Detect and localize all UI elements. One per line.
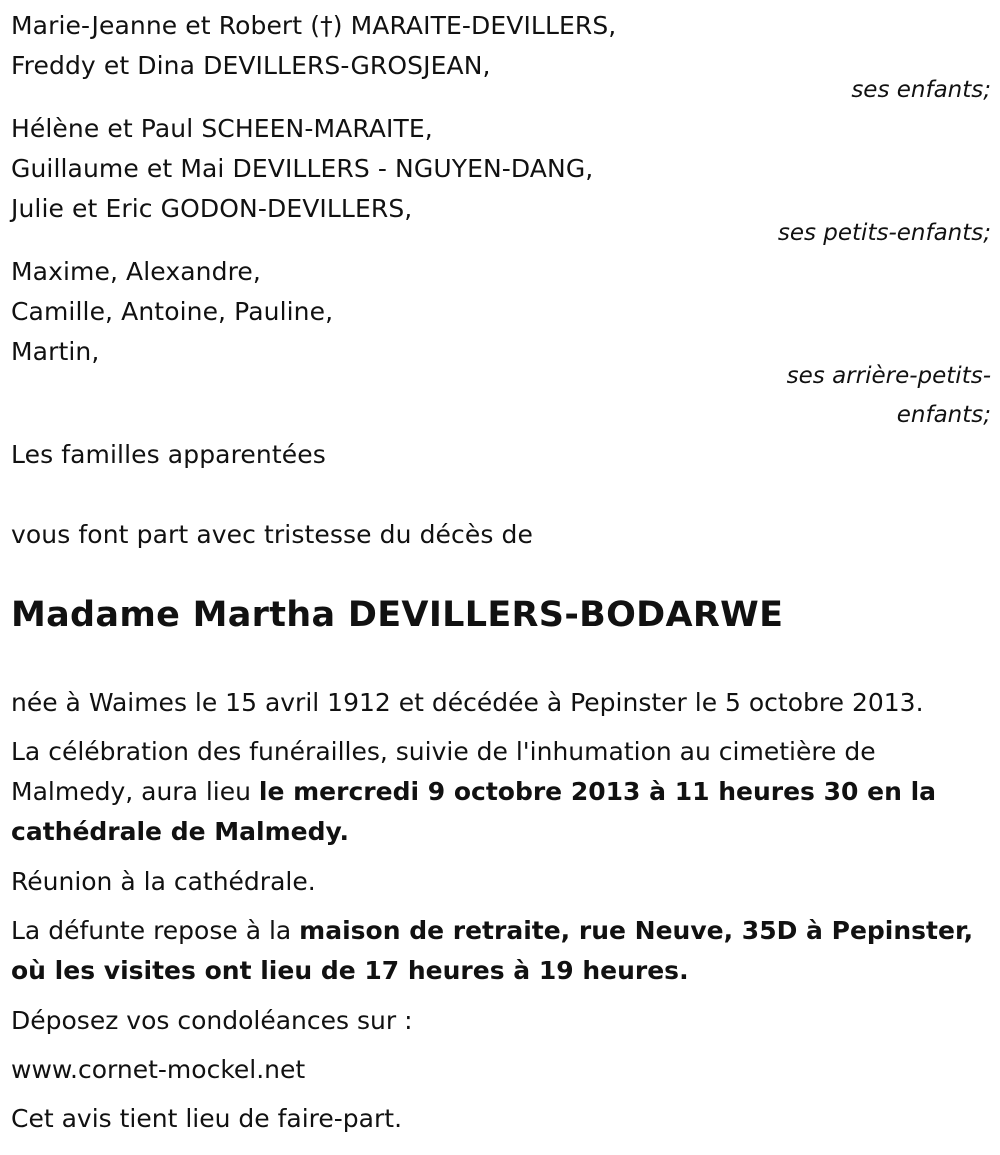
website-link[interactable]: www.cornet-mockel.net	[11, 1055, 306, 1084]
role-great-grandchildren-line-2: enfants;	[896, 402, 991, 428]
obituary-notice	[11, 0, 991, 1155]
funeral-paragraph	[11, 732, 986, 852]
announcement-text: vous font part avec tristesse du décès de	[11, 520, 533, 549]
funeral-details: le mercredi 9 octobre 2013 à 11 heures 30 en la cathédrale de Malmedy.	[11, 777, 937, 846]
family-line-grandchild-3: Julie et Eric GODON-DEVILLERS,	[11, 194, 413, 223]
closing-paragraph	[11, 1099, 986, 1139]
repose-details: maison de retraite, rue Neuve, 35D à Pepinster, où les visites ont lieu de 17 heures à 19 heures.	[11, 916, 974, 985]
birth-death-text: née à Waimes le 15 avril 1912 et décédée à Pepinster le 5 octobre 2013.	[11, 688, 924, 717]
family-line-grandchild-1: Hélène et Paul SCHEEN-MARAITE,	[11, 114, 433, 143]
condolences-paragraph	[11, 1001, 986, 1041]
role-great-grandchildren-line-1: ses arrière-petits-	[786, 363, 991, 389]
family-line-great-grandchild-2: Camille, Antoine, Pauline,	[11, 297, 334, 326]
role-children: ses enfants;	[851, 77, 991, 103]
family-line-child-2: Freddy et Dina DEVILLERS-GROSJEAN,	[11, 51, 491, 80]
website-paragraph	[11, 1050, 986, 1090]
reunion-text: Réunion à la cathédrale.	[11, 867, 316, 896]
deceased-name: Madame Martha DEVILLERS-BODARWE	[11, 595, 784, 635]
closing-text: Cet avis tient lieu de faire-part.	[11, 1104, 403, 1133]
birth-death-paragraph	[11, 683, 986, 723]
role-grandchildren: ses petits-enfants;	[777, 220, 991, 246]
repose-intro: La défunte repose à la	[11, 916, 300, 945]
funeral-intro: La célébration des funérailles, suivie de l'inhumation au cimetière de Malmedy, aura lieu	[11, 737, 876, 806]
family-line-great-grandchild-3: Martin,	[11, 337, 100, 366]
condolences-text: Déposez vos condoléances sur :	[11, 1006, 413, 1035]
family-line-child-1: Marie-Jeanne et Robert (†) MARAITE-DEVILLERS,	[11, 11, 617, 40]
family-line-great-grandchild-1: Maxime, Alexandre,	[11, 257, 261, 286]
related-families: Les familles apparentées	[11, 440, 326, 469]
family-line-grandchild-2: Guillaume et Mai DEVILLERS - NGUYEN-DANG,	[11, 154, 594, 183]
reunion-paragraph	[11, 862, 986, 902]
repose-paragraph	[11, 911, 986, 991]
